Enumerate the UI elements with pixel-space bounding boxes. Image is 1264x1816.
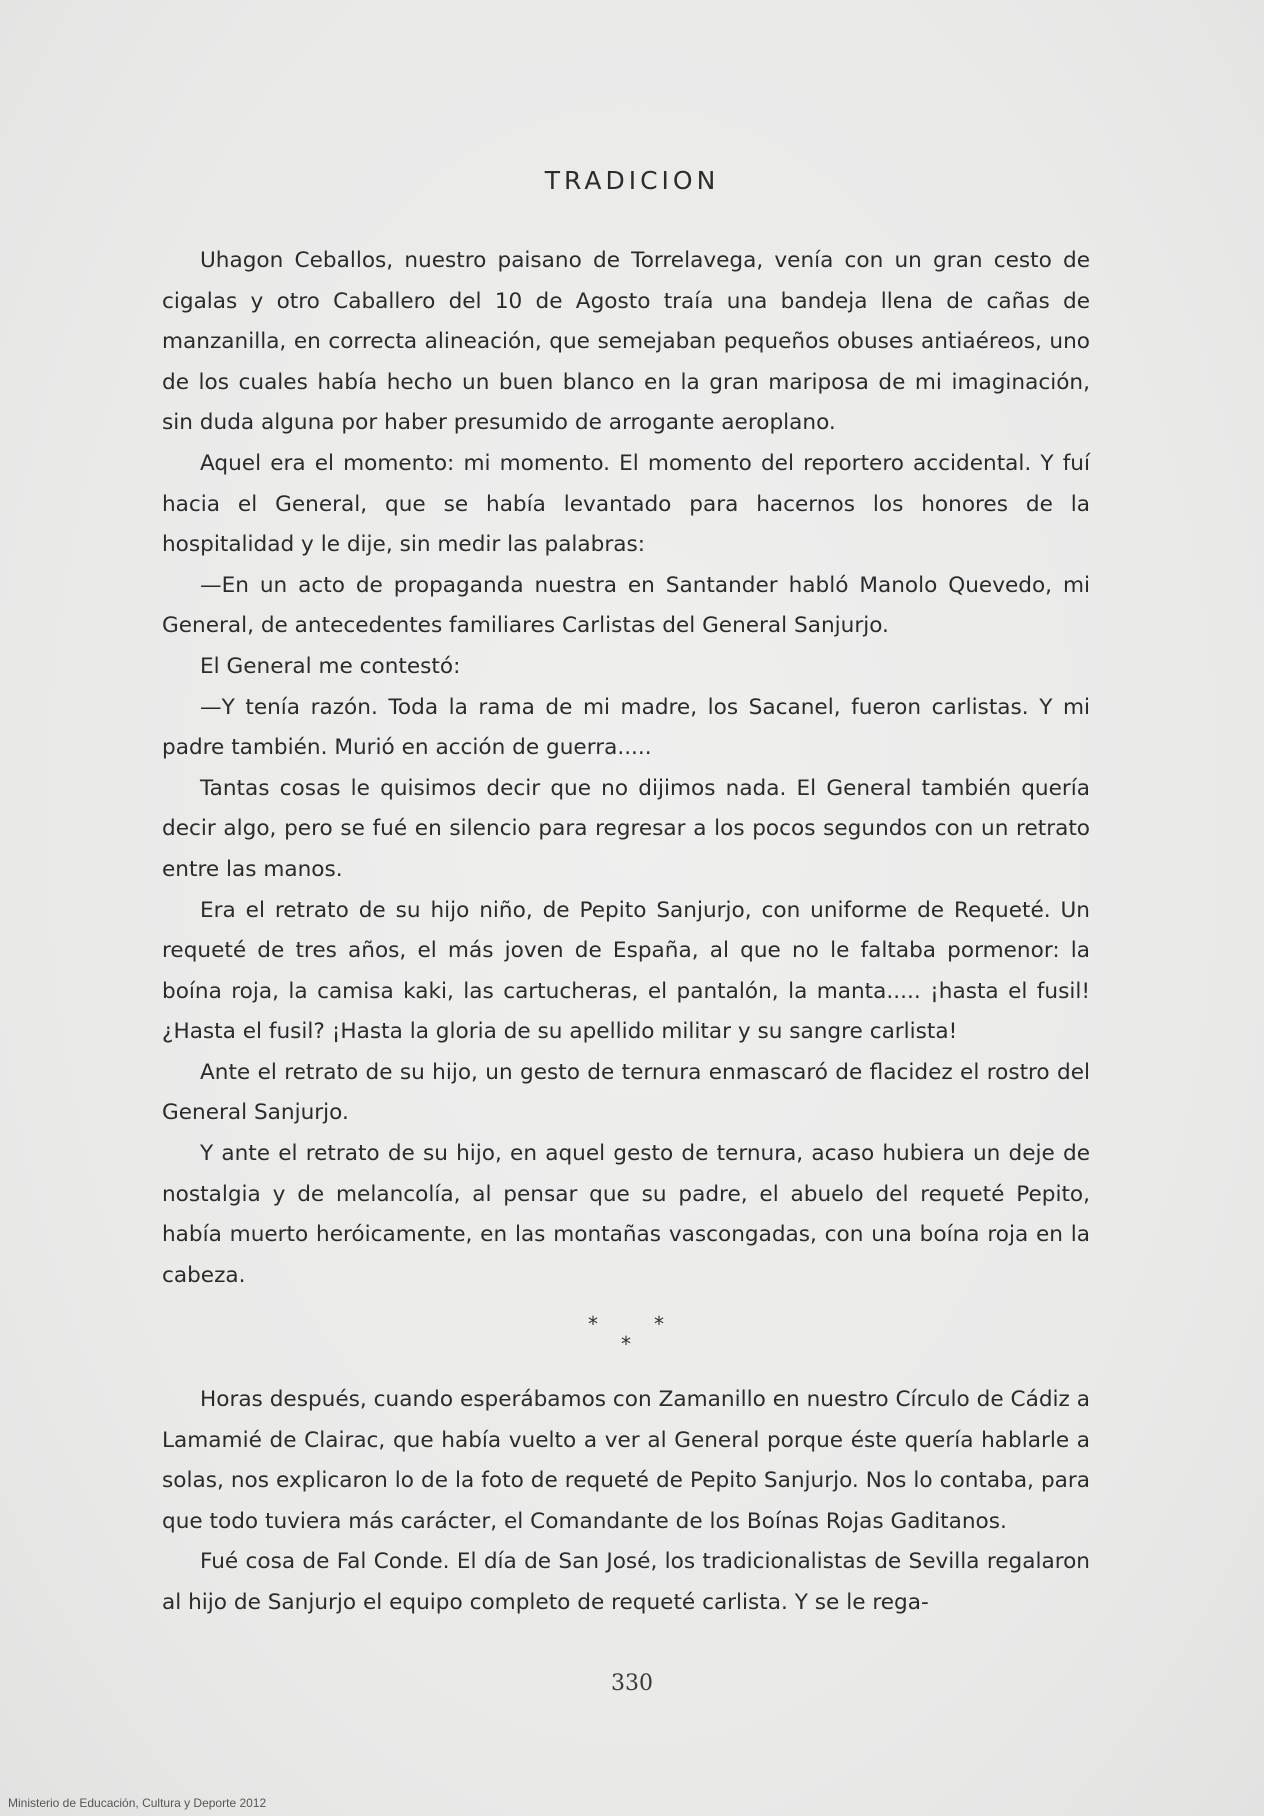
paragraph: Fué cosa de Fal Conde. El día de San José, los tradicionalistas de Sevilla regalaron al hijo de Sanjurjo el equipo completo de requeté carlista. Y se le rega- xyxy=(162,1549,1090,1615)
body-text-part1 xyxy=(162,241,1090,1296)
body-text-part2 xyxy=(162,1380,1090,1624)
paragraph: Uhagon Ceballos, nuestro paisano de Torrelavega, venía con un gran cesto de cigalas y otro Caballero del 10 de Agosto traía una bandeja llena de cañas de manzanilla, en correcta alineación, que semejaban pequeños obuses antiaéreos, uno de los cuales había hecho un buen blanco en la gran mariposa de mi imaginación, sin duda alguna por haber presumido de arrogante aeroplano. xyxy=(162,248,1090,436)
paragraph: Y ante el retrato de su hijo, en aquel gesto de ternura, acaso hubiera un deje de nostalgia y de melancolía, al pensar que su padre, el abuelo del requeté Pepito, había muerto heróicamente, en las montañas vascongadas, con una boína roja en la cabeza. xyxy=(162,1141,1090,1288)
paragraph: —Y tenía razón. Toda la rama de mi madre, los Sacanel, fueron carlistas. Y mi padre también. Murió en acción de guerra..... xyxy=(162,694,1090,761)
paragraph: El General me contestó: xyxy=(200,653,461,679)
section-separator xyxy=(0,1312,1264,1372)
asterisk: * xyxy=(654,1312,664,1336)
footer-credit: Ministerio de Educación, Cultura y Deporte 2012 xyxy=(8,1796,267,1810)
paragraph: Tantas cosas le quisimos decir que no dijimos nada. El General también quería decir algo, pero se fué en silencio para regresar a los pocos segundos con un retrato entre las manos. xyxy=(162,775,1090,882)
paragraph: —En un acto de propaganda nuestra en Santander habló Manolo Quevedo, mi General, de antecedentes familiares Carlistas del General Sanjurjo. xyxy=(162,572,1090,639)
paragraph: Horas después, cuando esperábamos con Zamanillo en nuestro Círculo de Cádiz a Lamamié de Clairac, que había vuelto a ver al General porque éste quería hablarle a solas, nos explicaron lo de la foto de requeté de Pepito Sanjurjo. Nos lo contaba, para que todo tuviera más carácter, el Comandante de los Boínas Rojas Gaditanos. xyxy=(162,1387,1090,1534)
asterisk: * xyxy=(588,1312,598,1336)
page-number: 330 xyxy=(611,1671,653,1696)
paragraph: Era el retrato de su hijo niño, de Pepito Sanjurjo, con uniforme de Requeté. Un requeté de tres años, el más joven de España, al que no le faltaba pormenor: la boína roja, la camisa kaki, las cartucheras, el pantalón, la manta..... ¡hasta el fusil! ¿Hasta el fusil? ¡Hasta la gloria de su apellido militar y su sangre carlista! xyxy=(162,897,1090,1045)
page-title: TRADICION xyxy=(544,166,720,195)
paragraph: Ante el retrato de su hijo, un gesto de ternura enmascaró de flacidez el rostro del General Sanjurjo. xyxy=(162,1059,1090,1126)
paragraph: Aquel era el momento: mi momento. El momento del reportero accidental. Y fuí hacia el General, que se había levantado para hacernos los honores de la hospitalidad y le dije, sin medir las palabras: xyxy=(162,450,1090,558)
asterisk: * xyxy=(621,1332,631,1356)
